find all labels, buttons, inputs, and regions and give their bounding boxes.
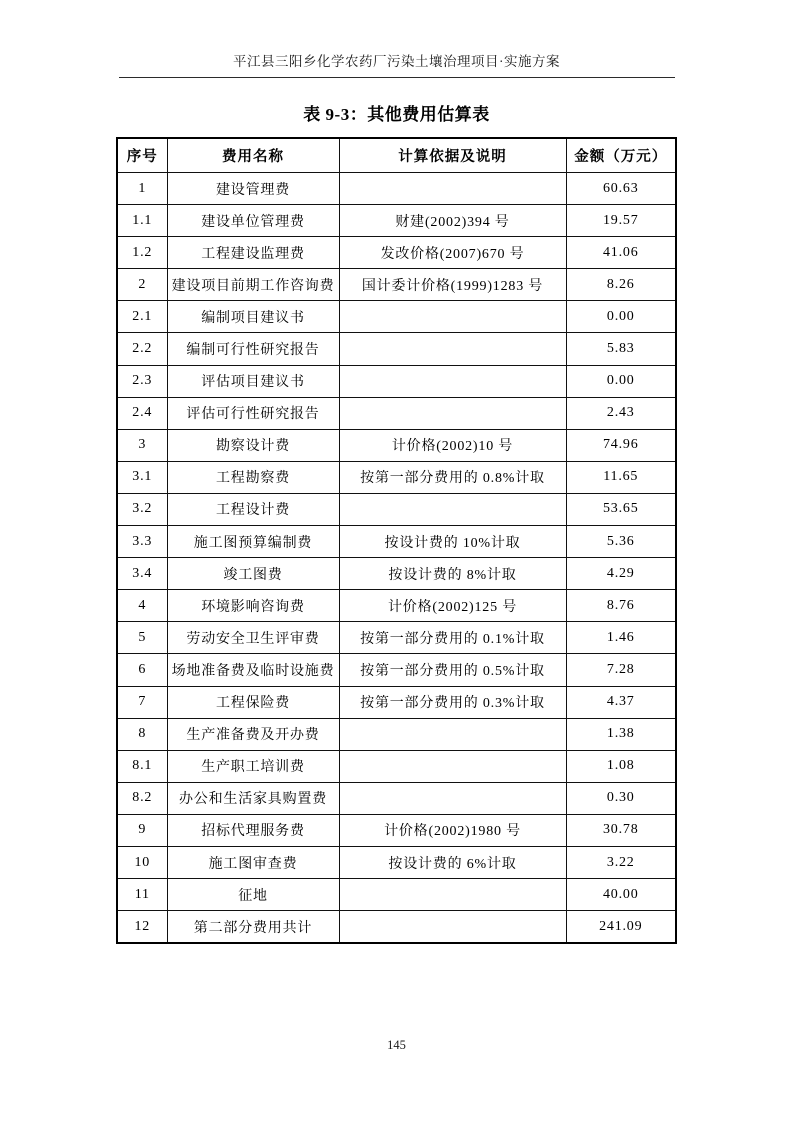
amount: 1.46: [566, 622, 676, 654]
table-row: [117, 429, 676, 461]
amount: 8.76: [566, 590, 676, 622]
row-index: 1.2: [117, 237, 167, 269]
row-index: 7: [117, 686, 167, 718]
calc-basis: [339, 750, 566, 782]
row-index: 2.2: [117, 333, 167, 365]
amount: 41.06: [566, 237, 676, 269]
row-index: 6: [117, 654, 167, 686]
calc-basis: [339, 333, 566, 365]
calc-basis: 计价格(2002)1980 号: [339, 814, 566, 846]
row-index: 9: [117, 814, 167, 846]
amount: 60.63: [566, 173, 676, 205]
amount: 4.29: [566, 558, 676, 590]
row-index: 3.3: [117, 526, 167, 558]
table-row: [117, 237, 676, 269]
fee-name: 生产职工培训费: [167, 750, 339, 782]
table-row: [117, 911, 676, 944]
calc-basis: [339, 782, 566, 814]
row-index: 3: [117, 429, 167, 461]
table-row: [117, 686, 676, 718]
calc-basis: [339, 718, 566, 750]
calc-basis: 计价格(2002)125 号: [339, 590, 566, 622]
calc-basis: 财建(2002)394 号: [339, 205, 566, 237]
calc-basis: [339, 397, 566, 429]
calc-basis: [339, 365, 566, 397]
row-index: 8: [117, 718, 167, 750]
fee-name: 施工图预算编制费: [167, 526, 339, 558]
calc-basis: 按设计费的 8%计取: [339, 558, 566, 590]
table-row: [117, 846, 676, 878]
header-divider: [119, 77, 675, 78]
table-row: [117, 333, 676, 365]
calc-basis: 按第一部分费用的 0.5%计取: [339, 654, 566, 686]
table-row: [117, 301, 676, 333]
calc-basis: 按第一部分费用的 0.1%计取: [339, 622, 566, 654]
table-row: [117, 622, 676, 654]
fee-name: 施工图审查费: [167, 846, 339, 878]
row-index: 12: [117, 911, 167, 944]
table-row: [117, 558, 676, 590]
fee-name: 评估项目建议书: [167, 365, 339, 397]
calc-basis: 按第一部分费用的 0.8%计取: [339, 461, 566, 493]
fee-name: 劳动安全卫生评审费: [167, 622, 339, 654]
amount: 11.65: [566, 461, 676, 493]
row-index: 8.1: [117, 750, 167, 782]
calc-basis: [339, 173, 566, 205]
row-index: 3.4: [117, 558, 167, 590]
amount: 40.00: [566, 879, 676, 911]
row-index: 4: [117, 590, 167, 622]
calc-basis: 按设计费的 10%计取: [339, 526, 566, 558]
amount: 1.38: [566, 718, 676, 750]
fee-name: 工程勘察费: [167, 461, 339, 493]
row-index: 3.2: [117, 493, 167, 525]
table-row: [117, 205, 676, 237]
table-row: [117, 461, 676, 493]
calc-basis: [339, 301, 566, 333]
amount: 1.08: [566, 750, 676, 782]
table-row: [117, 365, 676, 397]
document-header-title: 平江县三阳乡化学农药厂污染土壤治理项目·实施方案: [233, 54, 560, 69]
fee-name: 工程保险费: [167, 686, 339, 718]
header-row: [117, 138, 676, 173]
fee-name: 编制可行性研究报告: [167, 333, 339, 365]
amount: 0.30: [566, 782, 676, 814]
fee-name: 第二部分费用共计: [167, 911, 339, 944]
row-index: 3.1: [117, 461, 167, 493]
amount: 3.22: [566, 846, 676, 878]
table-row: [117, 782, 676, 814]
cost-table: [116, 137, 677, 944]
fee-name: 场地准备费及临时设施费: [167, 654, 339, 686]
amount: 30.78: [566, 814, 676, 846]
row-index: 2.4: [117, 397, 167, 429]
fee-name: 编制项目建议书: [167, 301, 339, 333]
table-row: [117, 718, 676, 750]
fee-name: 办公和生活家具购置费: [167, 782, 339, 814]
amount: 8.26: [566, 269, 676, 301]
calc-basis: 按第一部分费用的 0.3%计取: [339, 686, 566, 718]
table-row: [117, 654, 676, 686]
table-row: [117, 590, 676, 622]
row-index: 1: [117, 173, 167, 205]
calc-basis: 国计委计价格(1999)1283 号: [339, 269, 566, 301]
row-index: 11: [117, 879, 167, 911]
calc-basis: 发改价格(2007)670 号: [339, 237, 566, 269]
table-row: [117, 879, 676, 911]
table-row: [117, 750, 676, 782]
calc-basis: [339, 911, 566, 944]
fee-name: 工程设计费: [167, 493, 339, 525]
fee-name: 竣工图费: [167, 558, 339, 590]
amount: 19.57: [566, 205, 676, 237]
fee-name: 勘察设计费: [167, 429, 339, 461]
column-header-amount: 金额（万元）: [566, 138, 676, 173]
fee-name: 生产准备费及开办费: [167, 718, 339, 750]
amount: 241.09: [566, 911, 676, 944]
table-row: [117, 814, 676, 846]
row-index: 2.3: [117, 365, 167, 397]
column-header-fee-name: 费用名称: [167, 138, 339, 173]
table-row: [117, 173, 676, 205]
fee-name: 环境影响咨询费: [167, 590, 339, 622]
amount: 7.28: [566, 654, 676, 686]
fee-name: 建设单位管理费: [167, 205, 339, 237]
calc-basis: 计价格(2002)10 号: [339, 429, 566, 461]
fee-name: 评估可行性研究报告: [167, 397, 339, 429]
row-index: 2.1: [117, 301, 167, 333]
amount: 2.43: [566, 397, 676, 429]
fee-name: 征地: [167, 879, 339, 911]
table-row: [117, 269, 676, 301]
row-index: 8.2: [117, 782, 167, 814]
column-header-no: 序号: [117, 138, 167, 173]
fee-name: 招标代理服务费: [167, 814, 339, 846]
fee-name: 工程建设监理费: [167, 237, 339, 269]
table-title: 表 9-3：其他费用估算表: [303, 105, 490, 124]
amount: 5.83: [566, 333, 676, 365]
amount: 74.96: [566, 429, 676, 461]
amount: 0.00: [566, 365, 676, 397]
row-index: 1.1: [117, 205, 167, 237]
amount: 4.37: [566, 686, 676, 718]
cost-table-body: [117, 173, 676, 944]
cost-table-header: [117, 138, 676, 173]
page-number: 145: [387, 1038, 406, 1052]
amount: 53.65: [566, 493, 676, 525]
calc-basis: [339, 879, 566, 911]
amount: 5.36: [566, 526, 676, 558]
fee-name: 建设管理费: [167, 173, 339, 205]
table-row: [117, 397, 676, 429]
calc-basis: [339, 493, 566, 525]
amount: 0.00: [566, 301, 676, 333]
calc-basis: 按设计费的 6%计取: [339, 846, 566, 878]
row-index: 2: [117, 269, 167, 301]
row-index: 5: [117, 622, 167, 654]
column-header-calc-basis: 计算依据及说明: [339, 138, 566, 173]
table-row: [117, 526, 676, 558]
fee-name: 建设项目前期工作咨询费: [167, 269, 339, 301]
row-index: 10: [117, 846, 167, 878]
table-row: [117, 493, 676, 525]
